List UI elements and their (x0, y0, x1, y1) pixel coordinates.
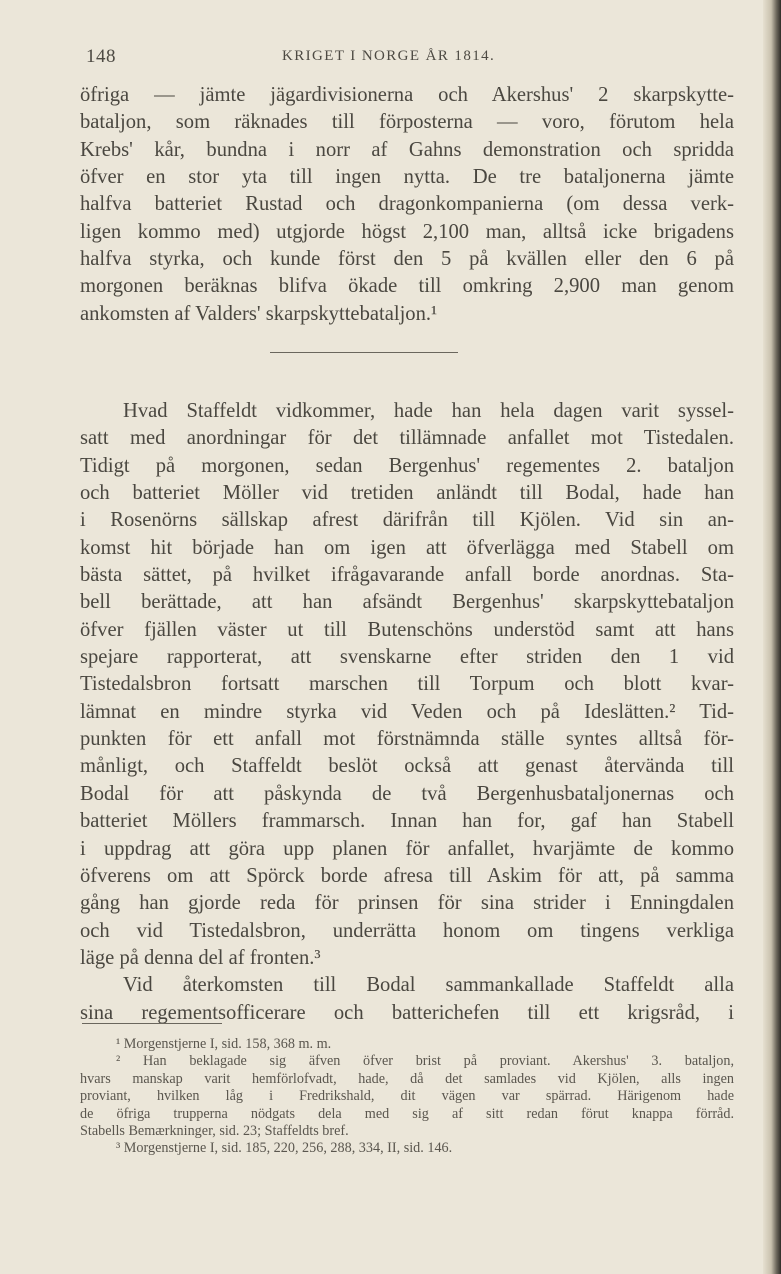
text-line: morgonen beräknas blifva ökade till omkring 2,900 man genom (80, 275, 734, 298)
footnote-line: de öfriga trupperna nödgats dela med sig af sitt redan förut knappa förråd. (80, 1105, 734, 1122)
running-head: KRIGET I NORGE ÅR 1814. (282, 48, 496, 64)
text-line: öfriga — jämte jägardivisionerna och Akershus' 2 skarpskytte- (80, 84, 734, 106)
paragraph-2 (80, 398, 734, 1027)
section-separator (270, 352, 458, 353)
text-line: läge på denna del af fronten.³ (80, 946, 321, 969)
text-line: Tidigt på morgonen, sedan Bergenhus' regementes 2. bataljon (80, 454, 734, 477)
text-line: öfver en stor yta till ingen nytta. De tre bataljonerna jämte (80, 166, 734, 189)
paragraph-1 (80, 82, 734, 328)
text-line: satt med anordningar för det tillämnade anfallet mot Tistedalen. (80, 427, 734, 450)
text-line: och vid Tistedalsbron, underrätta honom om tingens verkliga (80, 919, 734, 942)
text-line: Vid återkomsten till Bodal sammankallade Staffeldt alla (123, 974, 734, 997)
text-line: Hvad Staffeldt vidkommer, hade han hela dagen varit syssel- (123, 400, 734, 422)
text-line: halfva styrka, och kunde först den 5 på kvällen eller den 6 på (80, 248, 734, 271)
page-number: 148 (86, 46, 116, 67)
text-line: öfverens om att Spörck borde afresa till Askim för att, på samma (80, 864, 734, 887)
text-line: lämnat en mindre styrka vid Veden och på Ideslätten.² Tid- (80, 700, 734, 723)
text-line: månligt, och Staffeldt beslöt också att genast återvända till (80, 755, 734, 778)
text-line: Tistedalsbron fortsatt marschen till Torpum och blott kvar- (80, 673, 734, 696)
text-line: gång han gjorde reda för prinsen för sina strider i Enningdalen (80, 892, 734, 915)
text-line: Krebs' kår, bundna i norr af Gahns demonstration och spridda (80, 138, 734, 161)
footnote-line: proviant, hvilken låg i Fredrikshald, dit vägen var spärrad. Härigenom hade (80, 1088, 734, 1105)
text-line: halfva batteriet Rustad och dragonkompanierna (om dessa verk- (80, 193, 734, 216)
text-line: i uppdrag att göra upp planen för anfallet, hvarjämte de kommo (80, 837, 734, 860)
text-line: bataljon, som räknades till förposterna — voro, förutom hela (80, 111, 734, 134)
footnote-line: ² Han beklagade sig äfven öfver brist på proviant. Akershus' 3. bataljon, (116, 1053, 734, 1070)
text-line: ankomsten af Valders' skarpskyttebataljon.¹ (80, 302, 438, 325)
text-line: bästa sättet, på hvilket ifrågavarande anfall borde anordnas. Sta- (80, 564, 734, 587)
footnote-line: Stabells Bemærkninger, sid. 23; Staffeldts bref. (80, 1122, 349, 1139)
text-line: spejare rapporterat, att svenskarne efter striden den 1 vid (80, 646, 734, 669)
footnote-line: ³ Morgenstjerne I, sid. 185, 220, 256, 288, 334, II, sid. 146. (116, 1140, 453, 1157)
page-header (80, 46, 730, 70)
text-line: Bodal för att påskynda de två Bergenhusbataljonernas och (80, 782, 734, 805)
text-line: sina regementsofficerare och batterichefen till ett krigsråd, i (80, 1001, 734, 1024)
text-line: komst hit började han om igen att öfverlägga med Stabell om (80, 536, 734, 559)
footnote-line: ¹ Morgenstjerne I, sid. 158, 368 m. m. (116, 1036, 332, 1052)
text-line: i Rosenörns sällskap afrest därifrån till Kjölen. Vid sin an- (80, 509, 734, 532)
text-line: ligen kommo med) utgjorde högst 2,100 man, alltså icke brigadens (80, 220, 734, 243)
footnotes (80, 1036, 734, 1158)
text-line: bell berättade, att han afsändt Bergenhus' skarpskyttebataljon (80, 591, 734, 614)
text-line: batteriet Möllers frammarsch. Innan han for, gaf han Stabell (80, 810, 734, 833)
book-spine-shadow (763, 0, 781, 1274)
text-line: punkten för ett anfall mot förstnämnda ställe syntes alltså för- (80, 728, 734, 751)
text-line: och batteriet Möller vid tretiden anländt till Bodal, hade han (80, 482, 734, 505)
footnote-line: hvars manskap varit hemförlofvadt, hade, då det samlades vid Kjölen, alls ingen (80, 1070, 734, 1087)
text-line: öfver fjällen väster ut till Butenschöns understöd samt att hans (80, 618, 734, 641)
footnote-rule (82, 1023, 222, 1024)
